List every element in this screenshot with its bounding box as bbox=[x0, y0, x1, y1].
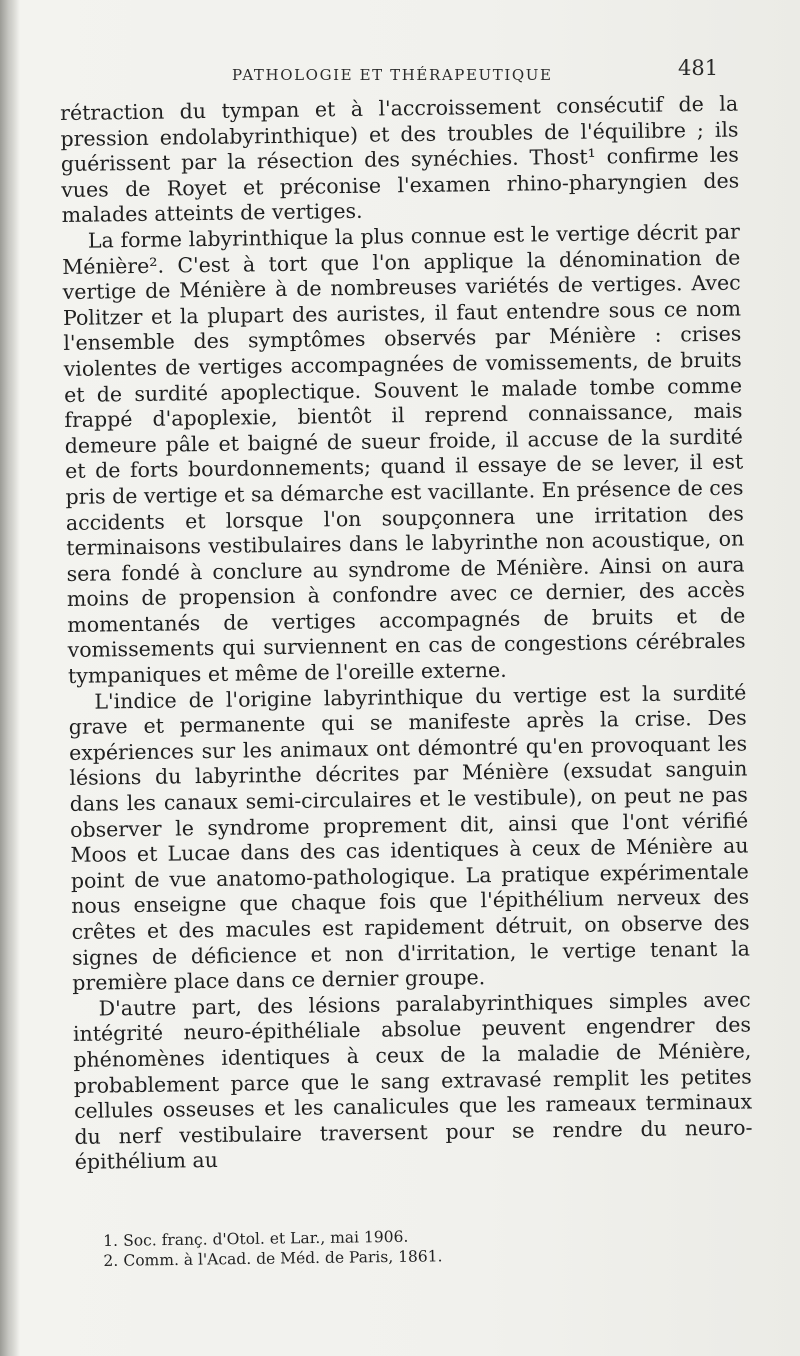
footnote-text: Comm. à l'Acad. de Méd. de Paris, 1861. bbox=[123, 1247, 443, 1270]
page-header bbox=[0, 48, 800, 88]
paragraph-4: D'autre part, des lésions paralabyrinthiques simples avec intégrité neuro-épithéliale absolue peuvent engendrer des phénomènes identiques à ceux de la maladie de Ménière, probablement parce que le sang extravasé remplit les petites cellules osseuses et les canalicules que les rameaux terminaux du nerf vestibulaire traversent pour se rendre du neuro-épithélium au bbox=[72, 987, 753, 1175]
paragraph-3: L'indice de l'origine labyrinthique du vertige est la surdité grave et permanente qui se manifeste après la crise. Des expériences sur les animaux ont démontré qu'en provoquant les lésions du labyrinthe décrites par Ménière (exsudat sanguin dans les canaux semi-circulaires et le vestibule), on peut ne pas observer le syndrome proprement dit, ainsi que l'ont vérifié Moos et Lucae dans des cas identiques à ceux de Ménière au point de vue anatomo-pathologique. La pratique expérimentale nous enseigne que chaque fois que l'épithélium nerveux des crêtes et des macules est rapidement détruit, on observe des signes de déficience et non d'irritation, le vertige tenant la première place dans ce dernier groupe. bbox=[68, 680, 751, 996]
paragraph-2: La forme labyrinthique la plus connue est le vertige décrit par Ménière². C'est à tort que l'on applique la dénomination de vertige de Ménière à de nombreuses variétés de vertiges. Avec Politzer et la plupart des auristes, il faut entendre sous ce nom l'ensemble des symptômes observés par Ménière : crises violentes de vertiges accompagnées de vomissements, de bruits et de surdité apoplectique. Souvent le malade tombe comme frappé d'apoplexie, bientôt il reprend connaissance, mais demeure pâle et baigné de sueur froide, il accuse de la surdité et de forts bourdonnements; quand il essaye de se lever, il est pris de vertige et sa démarche est vacillante. En présence de ces accidents et lorsque l'on soupçonnera une irritation des terminaisons vestibulaires dans le labyrinthe non acoustique, on sera fondé à conclure au syndrome de Ménière. Ainsi on aura moins de propension à confondre avec ce dernier, des accès momentanés de vertiges accompagnés de bruits et de vomissements qui surviennent en cas de congestions cérébrales tympaniques et même de l'oreille externe. bbox=[62, 219, 746, 689]
footnote-number: 2. bbox=[103, 1251, 119, 1270]
footnotes bbox=[103, 1222, 723, 1271]
body-text bbox=[60, 92, 753, 1176]
footnote-text: Soc. franç. d'Otol. et Lar., mai 1906. bbox=[123, 1227, 409, 1250]
paragraph-1: rétraction du tympan et à l'accroissement consécutif de la pression endolabyrinthique) et des troubles de l'équilibre ; ils guérissent par la résection des synéchies. Thost¹ confirme les vues de Royet et préconise l'examen rhino-pharyngien des malades atteints de vertiges. bbox=[60, 91, 740, 228]
running-head: PATHOLOGIE ET THÉRAPEUTIQUE bbox=[232, 66, 553, 84]
footnote-number: 1. bbox=[103, 1231, 119, 1250]
binding-shadow bbox=[0, 0, 20, 1356]
page-number: 481 bbox=[678, 56, 719, 80]
